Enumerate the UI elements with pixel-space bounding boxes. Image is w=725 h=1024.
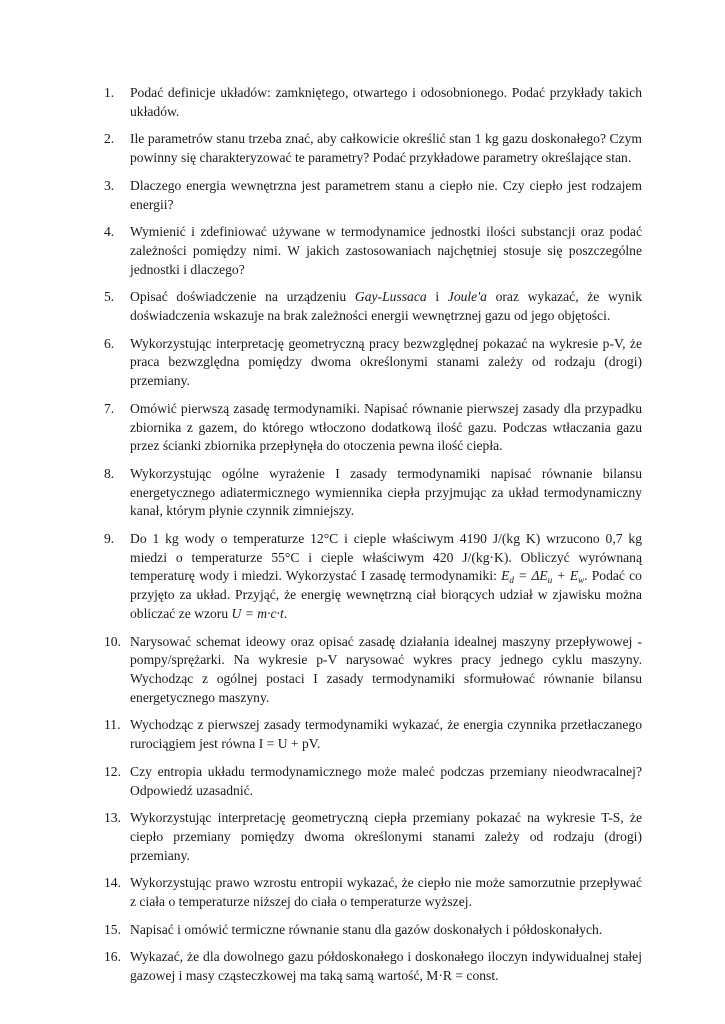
- question-text: [130, 335, 642, 391]
- question-number: 8.: [104, 465, 115, 481]
- question-number: 6.: [104, 335, 115, 351]
- question-segment: Opisać doświadczenie na urządzeniu: [130, 289, 355, 305]
- question-text: [130, 948, 642, 985]
- question-item: [104, 809, 642, 865]
- question-segment: . Podać co przyjęto za układ. Przyjąć, że energię wewnętrzną ciał biorących udział w zjawisku można obliczać ze wzoru: [130, 568, 642, 621]
- question-emphasis: Gay-Lussaca: [354, 289, 427, 305]
- question-segment: i: [426, 289, 448, 305]
- question-segment: Dlaczego energia wewnętrzna jest parametrem stanu a ciepło nie. Czy ciepło jest rodzajem energii?: [130, 177, 642, 212]
- question-segment: Ile parametrów stanu trzeba znać, aby całkowicie określić stan 1 kg gazu doskonałego? Czym powinny się charakteryzować te parametry? Podać przykładowe parametry określające stan.: [130, 131, 642, 166]
- question-text: [130, 874, 642, 911]
- question-text: [130, 716, 642, 753]
- question-number: 7.: [104, 400, 115, 416]
- formula-part: ΔE: [531, 568, 548, 584]
- question-text: [130, 763, 642, 800]
- question-number: 14.: [104, 875, 121, 891]
- question-number: 2.: [104, 131, 115, 147]
- question-segment: Podać definicje układów: zamkniętego, otwartego i odosobnionego. Podać przykłady takich układów.: [130, 85, 642, 119]
- internal-energy-formula: U = m·c·t: [231, 605, 284, 621]
- question-segment: Omówić pierwszą zasadę termodynamiki. Napisać równanie pierwszej zasady dla przypadku zbiornika z gazem, do którego wtłoczono dodatkową ilość gazu. Podczas wtłaczania gazu przez ścianki zbiornika przepłynęła do otoczenia pewna ilość ciepła.: [130, 400, 642, 454]
- question-number: 12.: [104, 763, 121, 779]
- formula-part: +: [552, 568, 570, 584]
- question-segment: Wykorzystując interpretację geometryczną ciepła przemiany pokazać na wykresie T-S, że ciepło przemiany pomiędzy dwoma określonymi stanami zależy od rodzaju (drogi) przemiany.: [130, 810, 642, 863]
- question-number: 3.: [104, 177, 115, 193]
- question-segment: oraz wykazać, że wynik doświadczenia wskazuje na brak zależności energii wewnętrznej gazu od jego objętości.: [130, 289, 642, 324]
- question-segment: Wychodząc z pierwszej zasady termodynamiki wykazać, że energia czynnika przetłaczanego rurociągiem jest równa I = U + pV.: [130, 717, 642, 752]
- question-number: 11.: [104, 717, 121, 733]
- question-number: 4.: [104, 224, 115, 240]
- question-item: [104, 465, 642, 521]
- question-segment: Wykazać, że dla dowolnego gazu półdoskonałego i doskonałego iloczyn indywidualnej stałej gazowej i masy cząsteczkowej ma taką samą wartość, M·R = const.: [130, 949, 642, 984]
- question-segment: .: [283, 605, 288, 621]
- question-number: 16.: [104, 949, 121, 965]
- question-number: 13.: [104, 810, 121, 826]
- question-segment: Napisać i omówić termiczne równanie stanu dla gazów doskonałych i półdoskonałych.: [130, 921, 603, 937]
- question-text: [130, 130, 642, 167]
- question-item: [104, 223, 642, 279]
- question-number: 10.: [104, 633, 121, 649]
- question-number: 5.: [104, 289, 115, 305]
- question-number: 1.: [104, 85, 115, 100]
- question-text: [130, 288, 642, 325]
- formula-part: =: [513, 568, 532, 584]
- question-text: [130, 400, 642, 456]
- question-item: [104, 716, 642, 753]
- formula-part: E: [501, 568, 510, 584]
- question-text: [130, 530, 642, 624]
- question-item: [104, 633, 642, 708]
- question-item: [104, 130, 642, 167]
- question-item: [104, 921, 642, 940]
- question-segment: Do 1 kg wody o temperaturze 12°C i cieple właściwym 4190 J/(kg K) wrzucono 0,7 kg miedzi o temperaturze 55°C i cieple właściwym 420 J/(kg·K). Obliczyć wyrównaną temperaturę wody i miedzi. Wykorzystać I zasadę termodynamiki:: [130, 531, 642, 584]
- question-item: [104, 84, 642, 121]
- question-number: 15.: [104, 921, 121, 937]
- question-text: [130, 84, 642, 121]
- formula-part: w: [578, 575, 585, 586]
- question-segment: Wykorzystując ogólne wyrażenie I zasady termodynamiki napisać równanie bilansu energetycznego adiatermicznego wymiennika ciepła przyjmując za układ termodynamiczny kanał, którym płynie czynnik zimniejszy.: [130, 465, 642, 519]
- question-item: [104, 335, 642, 391]
- question-text: [130, 177, 642, 214]
- question-text: [130, 809, 642, 865]
- question-number: 9.: [104, 531, 115, 547]
- question-item: [104, 530, 642, 624]
- question-item: [104, 874, 642, 911]
- formula-part: u: [547, 575, 553, 586]
- question-segment: Wykorzystując prawo wzrostu entropii wykazać, że ciepło nie może samorzutnie przepływać z ciała o temperaturze niższej do ciała o temperaturze wyższej.: [130, 875, 642, 910]
- question-text: [130, 465, 642, 521]
- formula-part: d: [509, 575, 514, 586]
- question-item: [104, 177, 642, 214]
- question-segment: Wykorzystując interpretację geometryczną pracy bezwzględnej pokazać na wykresie p-V, że praca bezwzględna pomiędzy dwoma określonymi stanami zależy od rodzaju (drogi) przemiany.: [130, 335, 642, 389]
- question-list: [104, 84, 642, 995]
- question-segment: Czy entropia układu termodynamicznego może maleć podczas przemiany nieodwracalnej? Odpowiedź uzasadnić.: [130, 763, 642, 798]
- question-item: [104, 948, 642, 985]
- question-text: [130, 921, 642, 940]
- question-item: [104, 763, 642, 800]
- energy-balance-formula: [501, 568, 585, 586]
- question-segment: Narysować schemat ideowy oraz opisać zasadę działania idealnej maszyny przepływowej - pompy/sprężarki. Na wykresie p-V narysować wykres pracy jednego cyklu maszyny. Wychodząc z ogólnej postaci I zasady termodynamiki sformułować równanie bilansu energetycznego maszyny.: [130, 633, 642, 705]
- question-text: [130, 633, 642, 708]
- question-item: [104, 400, 642, 456]
- formula-part: E: [569, 568, 579, 584]
- question-item: [104, 288, 642, 325]
- question-emphasis: Joule'a: [447, 289, 487, 305]
- question-text: [130, 223, 642, 279]
- question-segment: Wymienić i zdefiniować używane w termodynamice jednostki ilości substancji oraz podać zależności pomiędzy nimi. W jakich zastosowaniach najchętniej stosuje się poszczególne jednostki i dlaczego?: [130, 224, 642, 277]
